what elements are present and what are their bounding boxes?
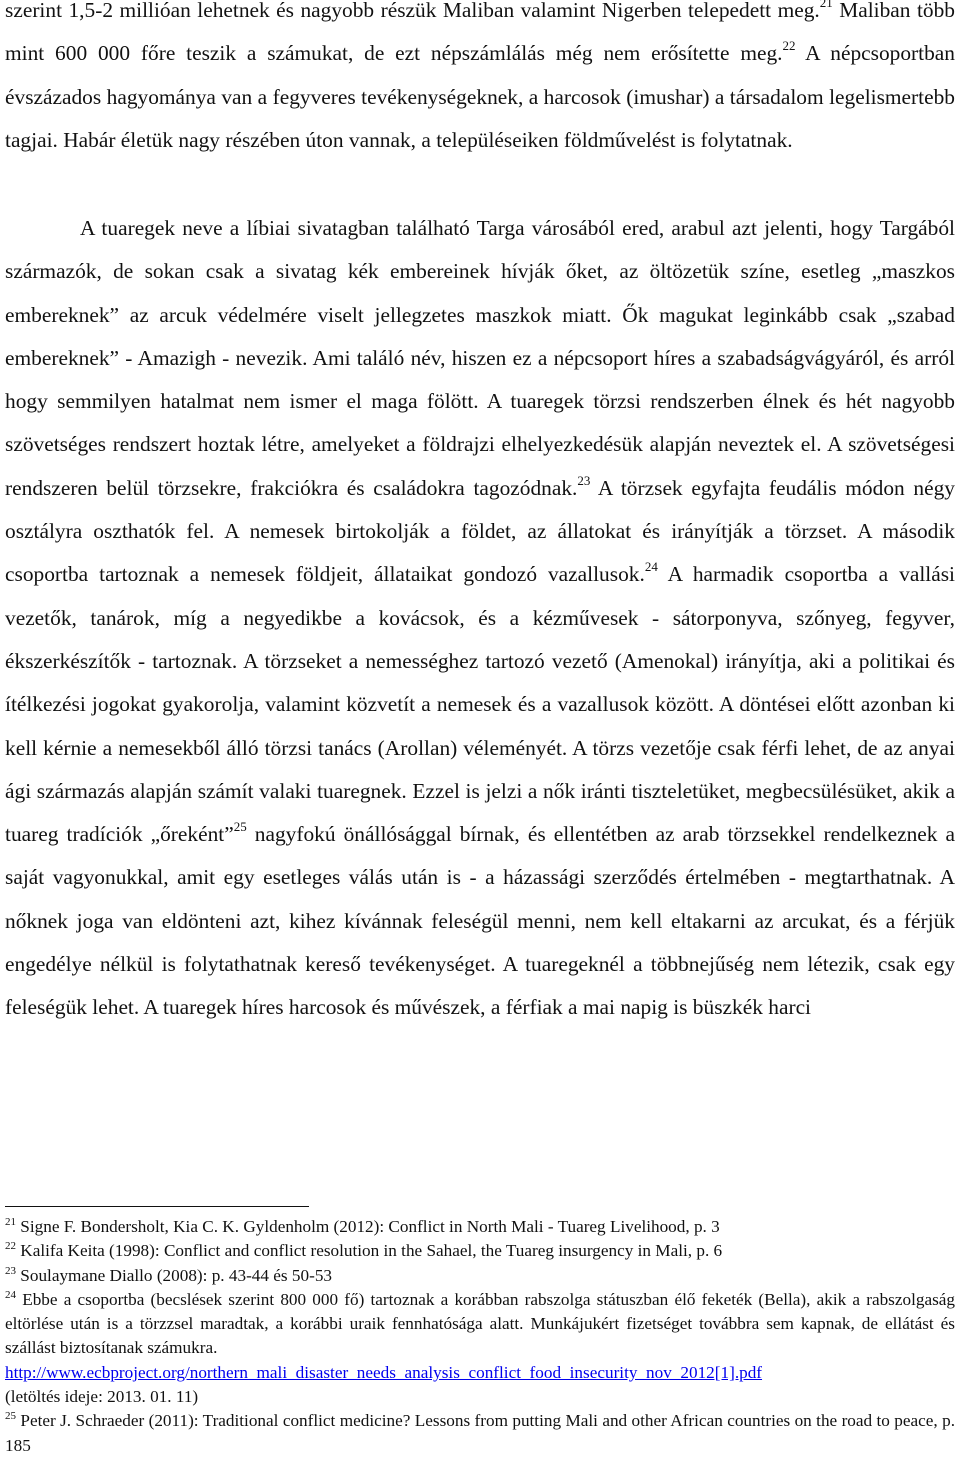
text-run: A harmadik csoportba a vallási vezetők, tanárok, míg a negyedikbe a kovácsok, és a kézművesek - sátorponyva, szőnyeg, fegyver, ékszerkészítők - tartoznak. A törzseket a nemességhez tartozó vezető (Amenokal) irányítja, aki a politikai és ítélkezési jogokat gyakorolja, valamint közvetít a nemesek és a vazallusok között. A döntései előtt azonban ki kell kérnie a nemesekből álló törzsi tanács (Arollan) véleményét. A törzs vezetője csak férfi lehet, de az anyai ági származás alapján számít valaki tuaregnek. Ezzel is jelzi a nők iránti tiszteletüket, megbecsülésüket, akik a tuareg tradíciók „őreként” <box>5 562 955 847</box>
footnote-ref-23[interactable]: 23 <box>577 472 591 488</box>
footnote-number: 24 <box>5 1288 16 1301</box>
footnote-25 <box>5 1409 955 1458</box>
footnote-number: 25 <box>5 1410 16 1423</box>
footnote-ref-21[interactable]: 21 <box>819 0 833 10</box>
paragraph-1 <box>5 0 955 162</box>
footnote-separator <box>5 1206 309 1207</box>
footnote-text: (letöltés ideje: 2013. 01. 11) <box>5 1387 199 1407</box>
footnote-21 <box>5 1215 955 1239</box>
footnote-text: Peter J. Schraeder (2011): Traditional conflict medicine? Lessons from putting Mali and other African countries on the road to peace, p. 185 <box>5 1411 955 1455</box>
paragraph-2 <box>5 207 955 1030</box>
footnote-number: 21 <box>5 1216 16 1228</box>
footnote-text: Signe F. Bondersholt, Kia C. K. Gyldenholm (2012): Conflict in North Mali - Tuareg Livelihood, p. 3 <box>16 1217 720 1236</box>
footnote-22 <box>5 1239 955 1263</box>
footnote-ref-22[interactable]: 22 <box>782 38 796 54</box>
footnote-text: Kalifa Keita (1998): Conflict and conflict resolution in the Sahael, the Tuareg insurgency in Mali, p. 6 <box>16 1241 723 1261</box>
text-run: A tuaregek neve a líbiai sivatagban található Targa városából ered, arabul azt jelenti, hogy Targából származók, de sokan csak a sivatag kék embereinek hívják őket, az öltözetük színe, esetleg „maszkos embereknek” az arcuk védelmére viselt jellegzetes maszkok miatt. Ők magukat leginkább csak „szabad embereknek” - Amazigh - nevezik. Ami találó név, hiszen ez a népcsoport híres a szabadságvágyáról, és arról hogy semmilyen hatalmat nem ismer el maga fölött. A tuaregek törzsi rendszerben élnek és hét nagyobb szövetséges rendszert hoztak létre, amelyeket a földrajzi elhelyezkedésük alapján neveztek el. A szövetségesi rendszeren belül törzsekre, frakciókra és családokra tagozódnak. <box>5 216 955 500</box>
source-link[interactable]: http://www.ecbproject.org/northern_mali_disaster_needs_analysis_conflict_food_insecurity_nov_2012[1].pdf <box>5 1362 763 1382</box>
text-run: A törzsek egyfajta feudális módon négy osztályra oszthatók fel. A nemesek birtokolják a földet, az állatokat és irányítják a törzset. A második csoportba tartoznak a nemesek földjeit, állataikat gondozó vazallusok. <box>5 475 955 587</box>
footnote-24 <box>5 1288 955 1409</box>
footnotes <box>5 1215 955 1458</box>
footnote-ref-24[interactable]: 24 <box>644 559 658 575</box>
text-run: szerint 1,5-2 millióan lehetnek és nagyobb részük Maliban valamint Nigerben telepedett meg. <box>5 0 820 22</box>
footnote-number: 23 <box>5 1264 16 1277</box>
footnote-text: Soulaymane Diallo (2008): p. 43-44 és 50-53 <box>16 1265 333 1285</box>
footnote-23 <box>5 1264 955 1288</box>
footnote-number: 22 <box>5 1240 16 1253</box>
text-run: A népcsoportban évszázados hagyománya van a fegyveres tevékenységeknek, a harcosok (imushar) a társadalom legelismertebb tagjai. Habár életük nagy részében úton vannak, a településeiken földművelést is folytatnak. <box>5 41 955 152</box>
footnote-text: Ebbe a csoportba (becslések szerint 800 000 fő) tartoznak a korábban rabszolga státuszban élő feketék (Bella), akik a rabszolgaság eltörlése után is a törzzsel maradtak, a korábbi uraik fennhatósága alatt. Munkájukért fizetséget továbbra sem kapnak, de ellátást és szállást biztosítanak számukra. <box>5 1289 955 1358</box>
text-run: Maliban több mint 600 000 főre teszik a számukat, de ezt népszámlálás még nem erősítette meg. <box>5 0 955 66</box>
footnote-ref-25[interactable]: 25 <box>233 819 247 835</box>
text-run: nagyfokú önállósággal bírnak, és ellentétben az arab törzsekkel rendelkeznek a saját vagyonukkal, amit egy esetleges válás után is - a házassági szerződés értelmében - megtarthatnak. A nőknek joga van eldönteni azt, kihez kívánnak feleségül menni, nem kell eltakarni az arcukat, és a férjük engedélye nélkül is folytathatnak kereső tevékenységet. A tuaregeknél a többnejűség nem létezik, csak egy feleségük lehet. A tuaregek híres harcosok és művészek, a férfiak a mai napig is büszkék harci <box>5 822 956 1020</box>
